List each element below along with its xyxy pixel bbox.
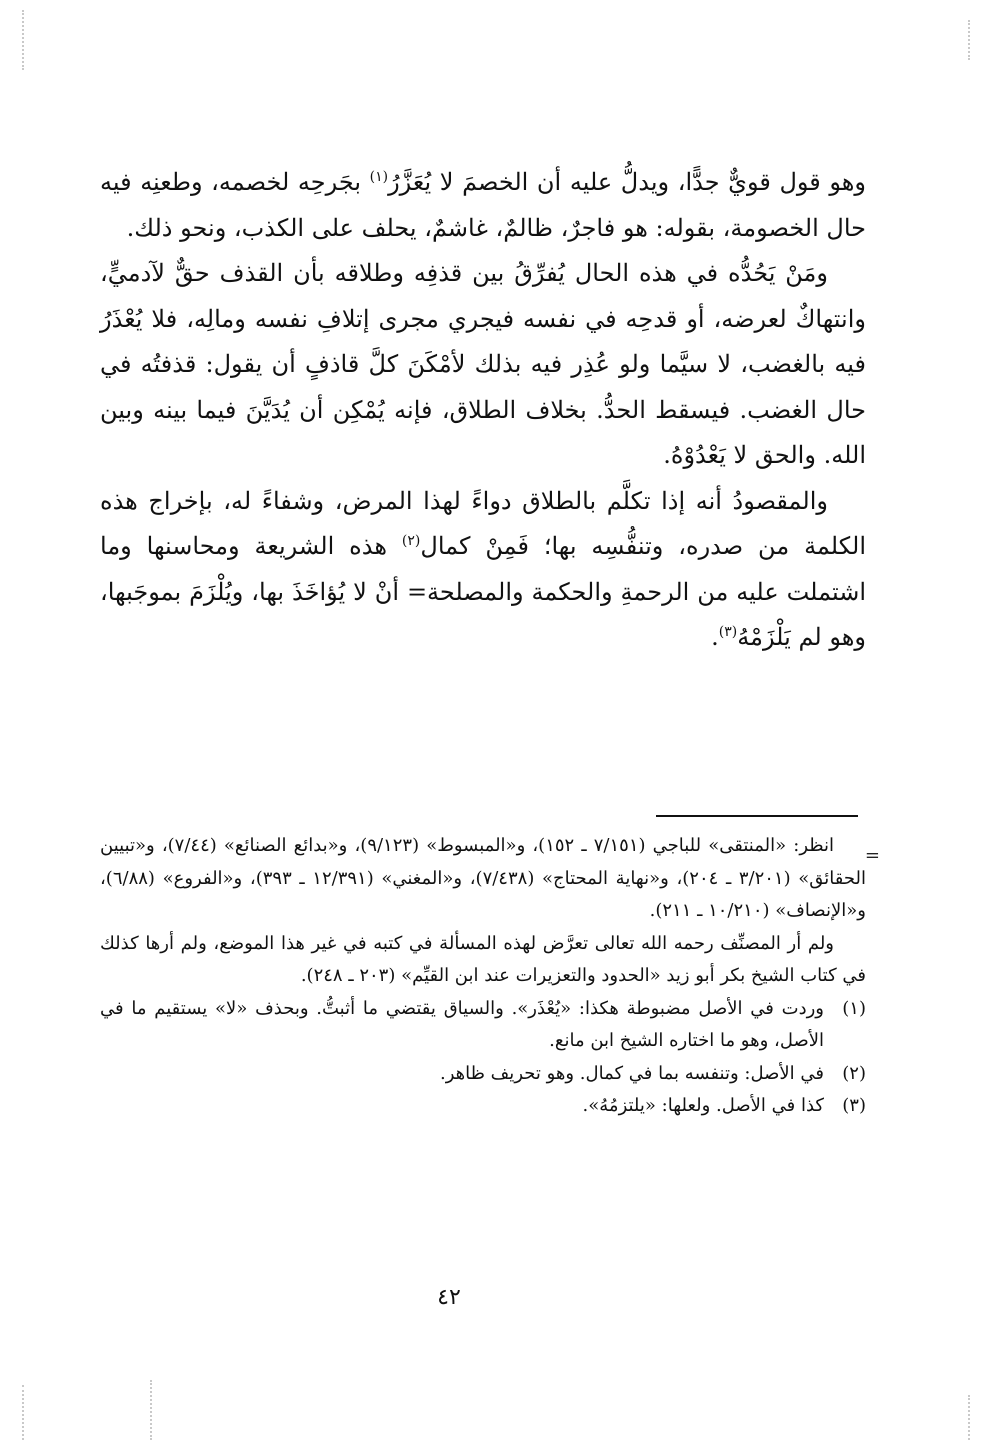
- scan-margin-dots-bottom: [150, 1380, 152, 1440]
- paragraph-3-part-a: والمقصودُ أنه إذا تكلَّم بالطلاق دواءً لهذا المرض، وشفاءً له، بإخراج هذه الكلمة من صدره، وتنفُّسِه بها؛ فَمِنْ كمال: [100, 486, 866, 560]
- footnote-continuation-2: ولم أر المصنِّف رحمه الله تعالى تعرَّض لهذه المسألة في كتبه في غير هذا الموضع، ولم أرها كذلك في كتاب الشيخ بكر أبو زيد «الحدود والتعزيرات عند ابن القيِّم» (٢٠٣ ـ ٢٤٨).: [100, 932, 866, 986]
- footnote-text: كذا في الأصل. ولعلها: «يلتزمُهُ».: [582, 1095, 824, 1116]
- footnote-divider: [656, 815, 858, 817]
- paragraph-3-part-b: هذه الشريعة ومحاسنها وما اشتملت عليه من الرحمةِ والحكمة والمصلحة= أنْ لا يُؤاخَذَ بها، ويُلْزَمَ بموجَبها، وهو لم يَلْزَمْهُ: [100, 532, 866, 651]
- footnote-continuation-1: انظر: «المنتقى» للباجي (٧/١٥١ ـ ١٥٢)، و«المبسوط» (٩/١٢٣)، و«بدائع الصنائع» (٧/٤٤)، و«تبيين الحقائق» (٣/٢٠١ ـ ٢٠٤)، و«نهاية المحتاج» (٧/٤٣٨)، و«المغني» (١٢/٣٩١ ـ ٣٩٣)، و«الفروع» (٦/٨٨)، و«الإنصاف» (١٠/٢١٠ ـ ٢١١).: [100, 835, 866, 921]
- footnote-2: [100, 1058, 866, 1091]
- footnote-ref-2[interactable]: (٢): [401, 533, 421, 549]
- paragraph-3: [100, 479, 866, 661]
- footnote-text: في الأصل: وتنفسه بما في كمال. وهو تحريف ظاهر.: [440, 1062, 824, 1084]
- scan-margin-dots-left: [22, 1385, 24, 1440]
- footnote-number: (١): [842, 997, 866, 1019]
- paragraph-2: ومَنْ يَحُدُّه في هذه الحال يُفرِّقُ بين قذفِه وطلاقه بأن القذف حقٌّ لآدميٍّ، وانتهاكٌ لعرضه، أو قدحِه في نفسه فيجري مجرى إتلافِ نفسه ومالِه، فلا يُعْذَرُ فيه بالغضب، لا سيَّما ولو عُذِر فيه بذلك لأمْكَنَ كلَّ قاذفٍ أن يقول: قذفتُه في حال الغضب. فيسقط الحدُّ. بخلاف الطلاق، فإنه يُمْكِن أن يُدَيَّنَ فيما بينه وبين الله. والحق لا يَعْدُوْهُ.: [100, 259, 866, 469]
- scan-margin-dots-right: [968, 1395, 970, 1440]
- footnote-1: [100, 993, 866, 1058]
- main-text: [100, 160, 866, 661]
- paragraph-3-part-c: .: [711, 623, 719, 651]
- paragraph-1: [100, 160, 866, 251]
- footnote-ref-1[interactable]: (١): [369, 169, 389, 185]
- scan-margin-dots-left: [22, 10, 24, 70]
- paragraph-1-part-a: وهو قول قويٌّ جدًّا، ويدلُّ عليه أن الخصمَ لا يُعَزَّرُ: [388, 168, 866, 196]
- footnote-3: [100, 1090, 866, 1123]
- footnote-continuation-mark: =: [864, 845, 880, 866]
- footnote-ref-3[interactable]: (٣): [718, 624, 738, 640]
- page-number: ٤٢: [437, 1285, 461, 1310]
- scan-margin-dots-right: [968, 20, 970, 60]
- footnotes: [100, 830, 866, 1123]
- paragraph-1-part-b: بجَرحِه لخصمه، وطعنِه فيه حال الخصومة، بقوله: هو فاجرٌ، ظالمٌ، غاشمٌ، يحلف على الكذب، ونحو ذلك.: [100, 168, 866, 242]
- footnote-number: (٣): [842, 1095, 866, 1116]
- footnote-text: وردت في الأصل مضبوطة هكذا: «يُعْذَر». والسياق يقتضي ما أثبتُّ. وبحذف «لا» يستقيم ما في الأصل، وهو ما اختاره الشيخ ابن مانع.: [100, 997, 824, 1051]
- footnote-number: (٢): [842, 1062, 866, 1084]
